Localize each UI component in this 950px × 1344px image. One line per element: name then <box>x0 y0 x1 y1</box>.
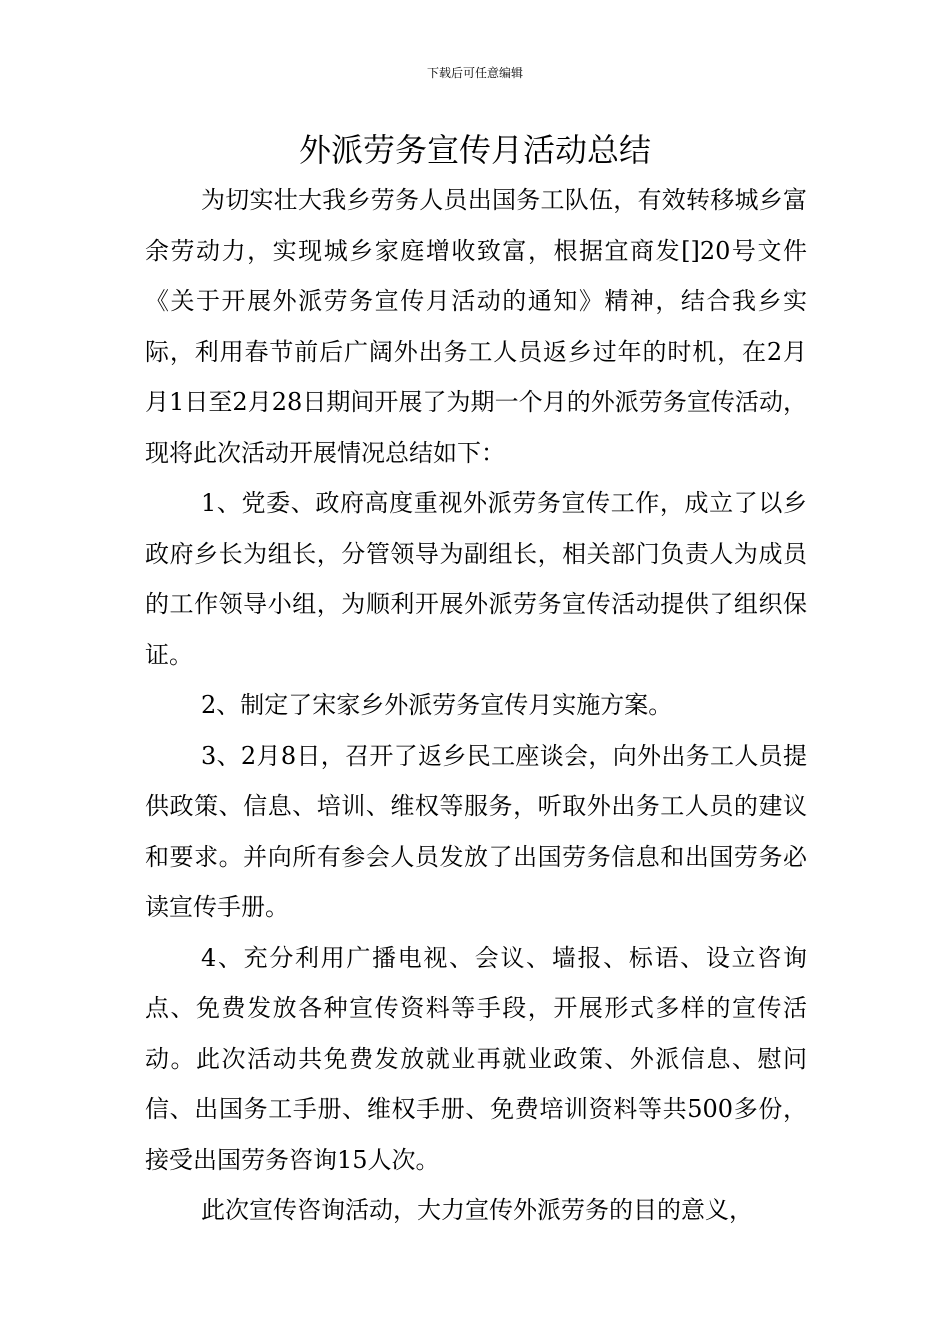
header-note: 下载后可任意编辑 <box>426 66 523 80</box>
body-paragraph: 此次宣传咨询活动，大力宣传外派劳务的目的意义， <box>201 1196 753 1224</box>
document-title: 外派劳务宣传月活动总结 <box>298 131 651 169</box>
body-paragraph: 3、2月8日，召开了返乡民工座谈会，向外出务工人员提供政策、信息、培训、维权等服务，听取外出务工人员的建议和要求。并向所有参会人员发放了出国劳务信息和出国劳务必读宣传手册。 <box>145 741 807 921</box>
document-body <box>145 175 807 1236</box>
body-paragraph: 1、党委、政府高度重视外派劳务宣传工作，成立了以乡政府乡长为组长，分管领导为副组长，相关部门负责人为成员的工作领导小组，为顺利开展外派劳务宣传活动提供了组织保证。 <box>145 489 807 669</box>
body-paragraph: 2、制定了宋家乡外派劳务宣传月实施方案。 <box>201 691 673 719</box>
body-paragraph: 为切实壮大我乡劳务人员出国务工队伍，有效转移城乡富余劳动力，实现城乡家庭增收致富，根据宜商发[]20号文件《关于开展外派劳务宣传月活动的通知》精神，结合我乡实际，利用春节前后广阔外出务工人员返乡过年的时机，在2月月1日至2月28日期间开展了为期一个月的外派劳务宣传活动，现将此次活动开展情况总结如下： <box>145 186 807 467</box>
body-paragraph: 4、充分利用广播电视、会议、墙报、标语、设立咨询点、免费发放各种宣传资料等手段，开展形式多样的宣传活动。此次活动共免费发放就业再就业政策、外派信息、慰问信、出国务工手册、维权手册、免费培训资料等共500多份，接受出国劳务咨询15人次。 <box>145 943 807 1174</box>
